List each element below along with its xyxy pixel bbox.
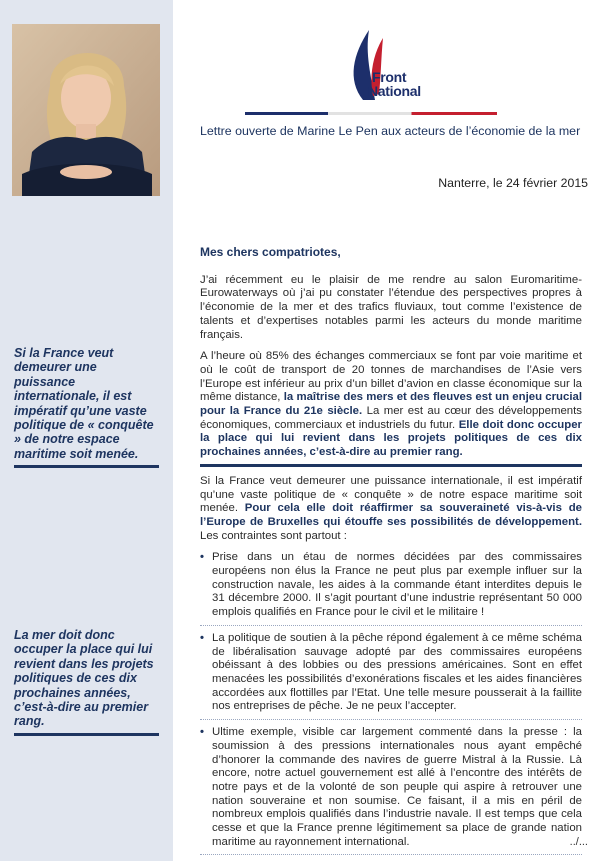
paragraph-2-highlight-b: Elle doit donc occuper la place qui lui revient dans les projets politiques de ces dix prochaines années, c’est-à-dire au premier rang. — [200, 418, 582, 459]
bullet-item-1: • Prise dans un étau de normes décidées par des commissaires européens non élus la France ne peut plus par exemple influer sur la construction navale, les aides à la commande étant interdites depuis le 31 décembre 2000. Il s’agit pourtant d’une industrie représentant 50 000 emplois qualifiés en France pour le civil et le militaire ! — [200, 551, 582, 626]
paragraph-1: J’ai récemment eu le plaisir de me rendre au salon Euromaritime-Eurowaterways où j’ai pu constater l’étendue des perspectives propres à l’économie de la mer et des trafics fluviaux, tout comme l’existence de talents et d’expertises notables parmi les acteurs du monde maritime français. — [200, 273, 582, 341]
paragraph-2-highlight-a: la maîtrise des mers et des fleuves est un enjeu crucial pour la France du 21e siècle. — [200, 391, 582, 418]
portrait-photo — [12, 24, 160, 196]
bullet-item-3: • Ultime exemple, visible car largement commenté dans la presse : la soumission à des pressions internationales nous ayant empêché d’honorer la commande des navires de guerre Mistral à la Russie. Là encore, notre actuel gouvernement est allé à l’encontre des intérêts de notre pays et de la volonté de son peuple qui aspire à retrouver une nation souveraine et non soumise. Ce faisant, il a mis en péril de nombreux emplois qualifiés dans l’industrie navale. Il est temps que cela cesse et que la France prenne légitimement sa place de grande nation maritime au rayonnement international. — [200, 726, 582, 855]
tricolor-rule — [245, 112, 497, 115]
logo-line-1: Front — [372, 69, 407, 85]
letter-body — [200, 246, 582, 861]
logo-line-2: National — [368, 83, 421, 99]
paragraph-2-part-a: A l’heure où 85% des échanges commerciaux se font par voie maritime et où le coût de transport de 20 tonnes de marchandises de l’Asie vers l’Europe est inférieur au prix d’un billet d’avion en classe économique sur la même distance, — [200, 350, 582, 404]
paragraph-3-part-c: Les contraintes sont partout : — [200, 529, 347, 542]
bullet-item-2: • La politique de soutien à la pêche répond également à ce même schéma de libéralisation sauvage adopté par des commissaires européens obéissant à des lobbies ou des pressions américaines. Sont en effet menacées les possibilités d’exonérations fiscales et les aides financières accordées aux flottilles par l’Etat. Une telle mesure pousserait à la faillite nos entreprises de pêche. Je ne peux l’accepter. — [200, 632, 582, 720]
paragraph-3-part-a: Si la France veut demeurer une puissance internationale, il est impératif qu’une vaste politique de « conquête » de notre espace maritime soit menée. — [200, 474, 582, 515]
continuation-mark: ../... — [569, 836, 588, 848]
sidebar-quote-1-text: Si la France veut demeurer une puissance internationale, il est impératif qu’une vaste politique de « conquête » de notre espace maritime soit menée. — [14, 346, 154, 461]
paragraph-2 — [200, 350, 582, 460]
sidebar-quote-2-rule — [14, 733, 159, 736]
sidebar-quote-1 — [14, 346, 159, 468]
salutation: Mes chers compatriotes, — [200, 245, 341, 259]
document-title: Lettre ouverte de Marine Le Pen aux acteurs de l’économie de la mer — [200, 124, 581, 138]
body-rule — [200, 464, 582, 467]
sidebar-quote-2-text: La mer doit donc occuper la place qui lui revient dans les projets politiques de ces dix prochaines années, c’est-à-dire au premier rang. — [14, 628, 154, 729]
sidebar — [0, 0, 173, 861]
sidebar-quote-2 — [14, 628, 159, 736]
letter-date: Nanterre, le 24 février 2015 — [438, 176, 588, 190]
paragraph-3-highlight: Pour cela elle doit réaffirmer sa souveraineté vis-à-vis de l’Europe de Bruxelles qui étouffe ses possibilités de développement. — [200, 502, 582, 528]
sidebar-quote-1-rule — [14, 465, 159, 468]
logo-wordmark — [368, 70, 421, 98]
paragraph-2-part-c: La mer est au cœur des développements économiques, commerciaux et industriels du futur. — [200, 405, 582, 431]
paragraph-3 — [200, 475, 582, 544]
portrait-illustration — [12, 24, 160, 196]
